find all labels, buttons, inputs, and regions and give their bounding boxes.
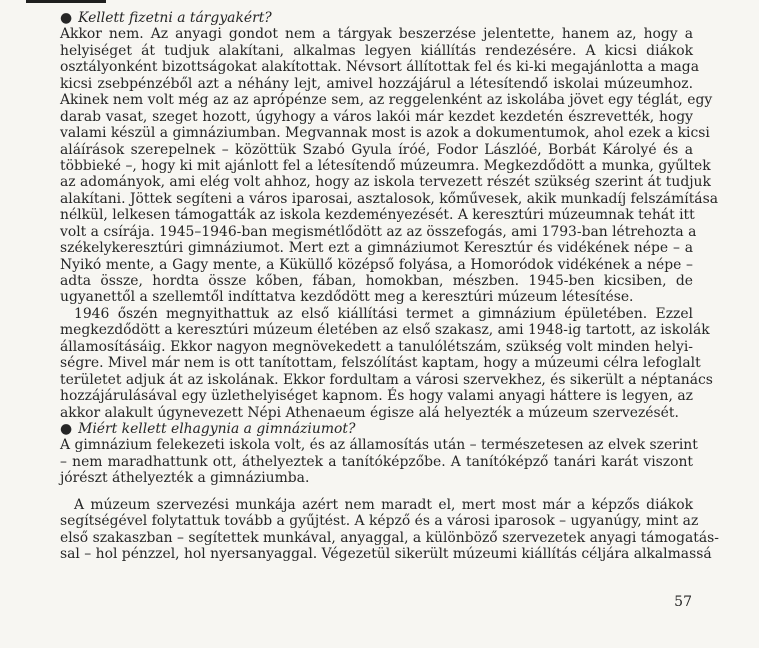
text-line: államosításáig. Ekkor nagyon megnövekedett a tanulólétszám, szükség volt minden helyi- (60, 338, 693, 355)
text-line: alakítani. Jöttek segíteni a város iparosai, asztalosok, kőművesek, akik munkadíj felszámítása (60, 190, 718, 207)
text-line: sal – hol pénzzel, hol nyersanyaggal. Végezetül sikerült múzeumi kiállítás céljára alkalmassá (60, 546, 712, 562)
bullet-icon: ● (60, 420, 73, 437)
text-line: nélkül, lelkesen támogatták az iskola kezdeményezését. A keresztúri múzeumnak tehát itt (60, 207, 695, 224)
text-line: kicsi zsebpénzéből azt a néhány lejt, amivel hozzájárul a létesítendő iskolai múzeumhoz. (60, 75, 693, 92)
text-line: többieké –, hogy ki mit ajánlott fel a létesítendő múzeumra. Megkezdődött a munka, gyűltek (60, 157, 711, 174)
text-line: ugyanettől a szellemtől indíttatva kezdődött meg a keresztúri múzeum létesítése. (60, 289, 634, 306)
bullet-icon: ● (60, 10, 73, 26)
answer-paragraph (60, 305, 713, 421)
text-line: Akinek nem volt még az az aprópénze sem, az reggelenként az iskolába jövet egy téglát, egy (60, 92, 713, 109)
text-line: Akkor nem. Az anyagi gondot nem a tárgyak beszerzése jelentette, hanem az, hogy a (60, 26, 693, 43)
text-line: székelykeresztúri gimnáziumot. Mert ezt a gimnáziumot Keresztúr és vidékének népe – a (60, 240, 693, 257)
text-line: helyiséget át tudjuk alakítani, alkalmas legyen kiállítás rendezésére. A kicsi diákok (60, 42, 693, 59)
text-line: az adományok, ami elég volt ahhoz, hogy az iskola tervezett részét szükség szerint át tudjuk (60, 174, 711, 191)
text-line: területet adjuk át az iskolának. Ekkor fordultam a városi szervekhez, és sikerült a néptanács (60, 371, 713, 388)
text-line: valami készül a gimnáziumban. Megvannak most is azok a dokumentumok, ahol ezek a kicsi (60, 125, 710, 142)
answer-paragraph (60, 437, 698, 487)
text-line: adta össze, hordta össze kőben, fában, homokban, mészben. 1945-ben kicsiben, de (60, 273, 693, 289)
answer-paragraph (60, 496, 719, 563)
page-text (60, 10, 719, 562)
text-line: A múzeum szervezési munkája azért nem maradt el, mert most már a képzős diákok (74, 496, 693, 513)
text-line: 1946 őszén megnyithattuk az első kiállítási termet a gimnázium épületében. Ezzel (74, 305, 693, 322)
text-line: Nyikó mente, a Gagy mente, a Küküllő középső folyása, a Homoródok vidékének a népe – (60, 256, 693, 273)
interview-question: ● Miért kellett elhagynia a gimnáziumot? (60, 420, 356, 437)
text-line: segítségével folytattuk tovább a gyűjtést. A képző és a városi iparosok – ugyanúgy, mint az (60, 513, 699, 530)
text-line: akkor alakult úgynevezett Népi Athenaeum égisze alá helyezték a múzeum szervezését. (60, 404, 679, 421)
text-line: darab vasat, szeget hozott, úgyhogy a város lakói már kezdet kezdetén észrevették, hogy (60, 108, 693, 125)
paragraph-spacer (60, 487, 693, 497)
text-line: megkezdődött a keresztúri múzeum életében az első szakasz, ami 1948-ig tartott, az iskolák (60, 322, 710, 339)
interview-question: ● Kellett fizetni a tárgyakért? (60, 10, 272, 26)
text-line: hozzájárulásával egy üzlethelyiséget kapnom. És hogy valami anyagi háttere is legyen, az (60, 388, 693, 405)
top-edge-mark (26, 0, 106, 3)
page-number: 57 (674, 594, 692, 610)
text-line: A gimnázium felekezeti iskola volt, és az államosítás után – természetesen az elvek szerint (60, 437, 698, 454)
text-line: aláírások szerepelnek – közöttük Szabó Gyula íróé, Fodor Lászlóé, Borbát Károlyé és a (60, 141, 693, 158)
answer-paragraph (60, 26, 718, 306)
text-line: osztályonként bizottságokat alakítottak. Névsort állítottak fel és ki-ki megajánlotta a maga (60, 59, 699, 76)
text-line: ségre. Mivel már nem is ott tanítottam, felszólítást kaptam, hogy a múzeumi célra lefoglalt (60, 355, 701, 372)
text-line: jórészt áthelyezték a gimnáziumba. (60, 470, 310, 487)
text-line: első szakaszban – segítettek munkával, anyaggal, a különböző szervezetek anyagi támogatás- (60, 529, 719, 546)
text-line: – nem maradhattunk ott, áthelyeztek a tanítóképzőbe. A tanítóképző tanári karát viszont (60, 453, 693, 470)
text-line: volt a csírája. 1945–1946-ban megismétlődött az az összefogás, ami 1793-ban létrehozta a (60, 223, 697, 240)
